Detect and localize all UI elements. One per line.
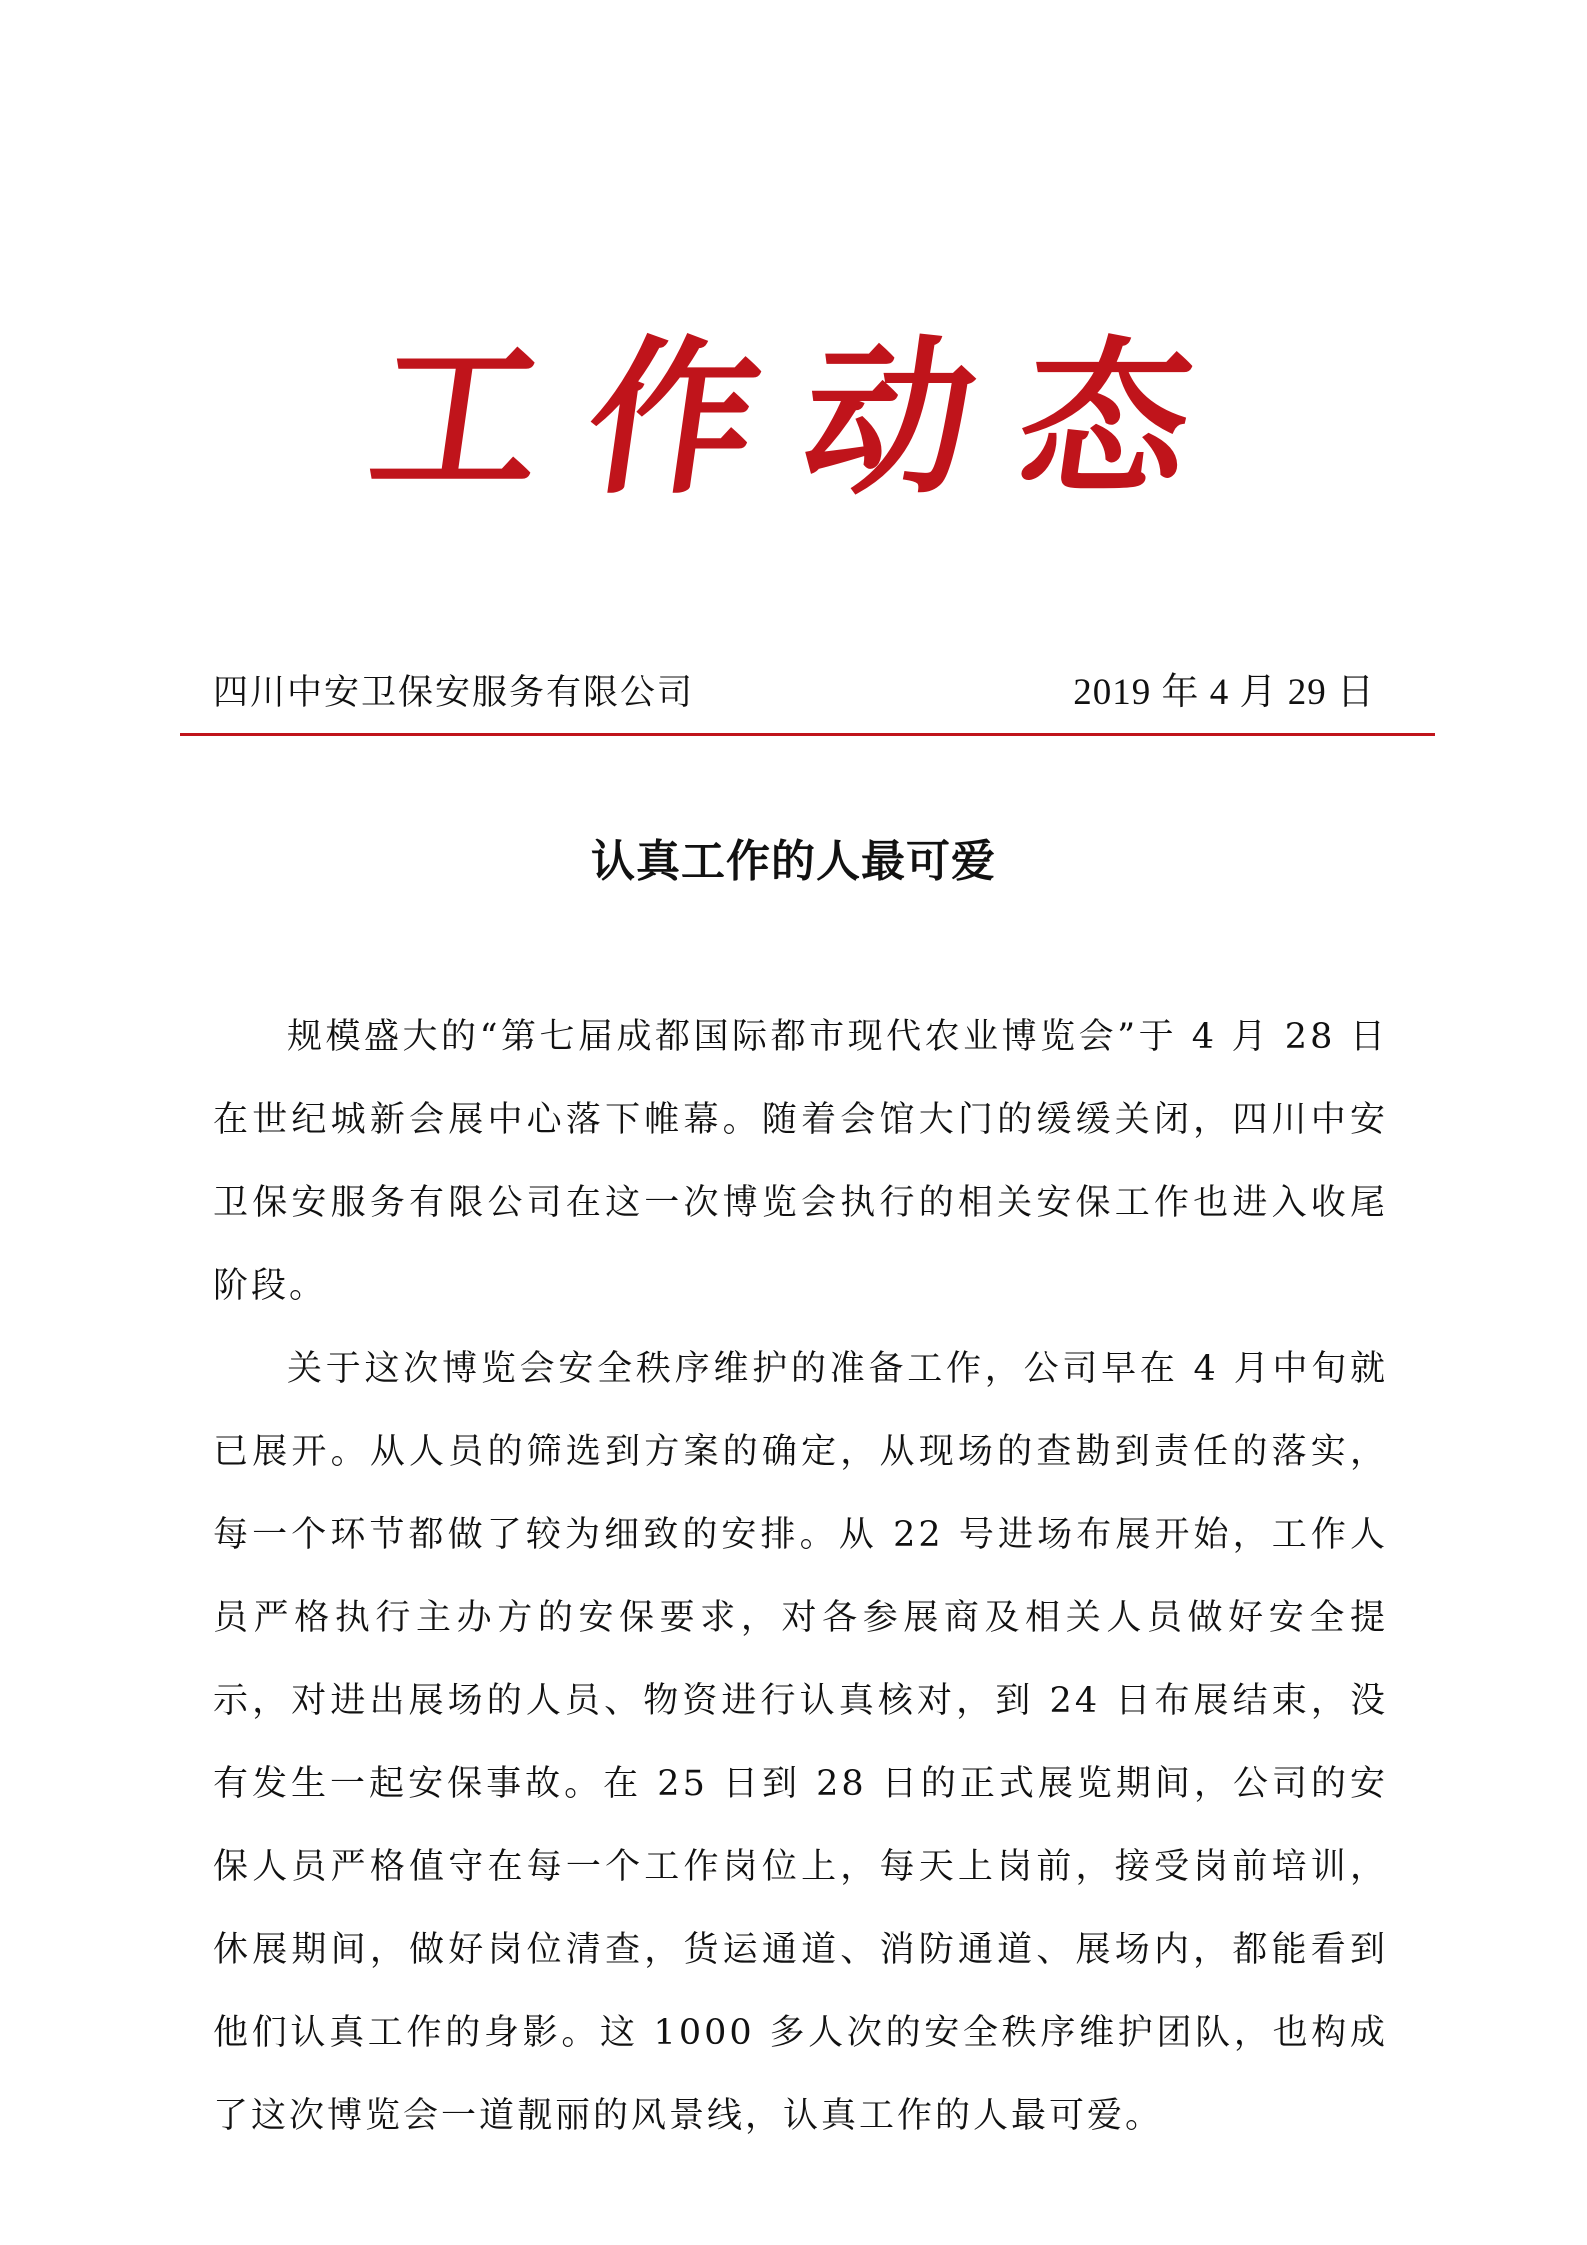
header-divider <box>180 733 1435 736</box>
article-paragraph: 关于这次博览会安全秩序维护的准备工作，公司早在 4 月中旬就已展开。从人员的筛选到方案的确定，从现场的查勘到责任的落实，每一个环节都做了较为细致的安排。从 22 号进场布展开始，工作人员严格执行主办方的安保要求，对各参展商及相关人员做好安全提示，对进出展场的人员、物资进行认真核对，到 24 日布展结束，没有发生一起安保事故。在 25 日到 28 日的正式展览期间，公司的安保人员严格值守在每一个工作岗位上，每天上岗前，接受岗前培训，休展期间，做好岗位清查，货运通道、消防通道、展场内，都能看到他们认真工作的身影。这 1000 多人次的安全秩序维护团队，也构成了这次博览会一道靓丽的风景线，认真工作的人最可爱。 <box>213 1349 1388 2136</box>
issue-date: 2019 年 4 月 29 日 <box>1073 672 1375 713</box>
issuer-info-row <box>213 668 1375 718</box>
organization-name: 四川中安卫保安服务有限公司 <box>213 673 695 713</box>
article-paragraph: 规模盛大的“第七届成都国际都市现代农业博览会”于 4 月 28 日在世纪城新会展中心落下帷幕。随着会馆大门的缓缓关闭，四川中安卫保安服务有限公司在这一次博览会执行的相关安保工作也进入收尾阶段。 <box>213 1017 1388 1306</box>
article-body <box>213 996 1388 2158</box>
masthead-title: 工作动态 <box>359 319 1252 517</box>
article-title: 认真工作的人最可爱 <box>591 836 996 887</box>
